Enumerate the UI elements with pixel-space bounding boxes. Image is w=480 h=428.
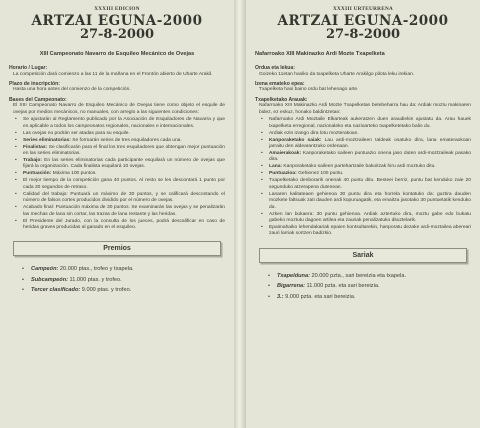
section-heading: Horario / Lugar: xyxy=(9,65,48,71)
rule-item xyxy=(261,191,471,211)
rule-item xyxy=(261,117,471,130)
section-text: Goizeko 11etan hasiko da txapelketa Uharte Arakilgo pilota leku irekian. xyxy=(259,71,415,77)
bullet-icon: • xyxy=(261,224,263,230)
bullet-icon: • xyxy=(15,205,17,211)
bullet-icon: • xyxy=(22,276,24,283)
prize-text: 11.000 ptas. y trofeo. xyxy=(68,276,122,283)
rule-text: Kanporaketako saileen puntuazio onena jaso duten ardi-moztzaileak pasako dira. xyxy=(269,150,471,163)
rule-text: Txapelketako denborarik onenak 40 puntu ditu. Besteei berriz, puntu bat kenduko zaie 20 segunduko atzerapena dutenean. xyxy=(269,178,471,190)
rules-intro: Nafarroako XIII Makinazko Ardi Mozte Txapelketan betebeharra hau da: Ardiak moztu makinaren bidez, ez eskuz, honako baldintzetan: xyxy=(259,103,471,115)
prizes-list xyxy=(255,271,471,303)
section-text: Txapelketa hasi baino ordu bat lehenago arte. xyxy=(259,87,359,93)
rule-text: Ardiak ezin izango dira lotu mozterakoan. xyxy=(269,130,359,136)
rule-text: Lau ardi-moztzaileen taldeak osatuko dira, lana emateraokoan jarraitu den aldearantzuko ordenaan. xyxy=(269,137,471,149)
rule-text: Nafarroako Ardi Moztaile Elkarteak aukeratzen duen araudiekin ajustatu da. Arau hauek txapelketa erregional, nazionaleko eta nazioarteko txapelketetako balio du. xyxy=(269,117,471,129)
rule-text: Kanporaketako saileen partehartzaile bakoitzak hiru ardi moztuko ditu. xyxy=(282,164,436,170)
event-date: 27-8-2000 xyxy=(325,27,401,42)
page-gutter xyxy=(234,0,246,428)
rules-list xyxy=(255,117,471,238)
championship-name: Nafarroako XIII Makinazko Ardi Mozte Txapelketa xyxy=(255,51,385,57)
rules-list xyxy=(9,117,225,231)
rule-text: El mejor tiempo de la competición gana 40 puntos. Al resto se les descontará 1 punto por cada 20 segundos de retraso. xyxy=(23,178,225,190)
rule-text: Lanaren kalitateaen gehienoa 30 puntu dira eta horrela kontatuko da: guztira dauden mozkete faltsuak zati dauden ardi kopuruagatik, eta emaitza jasotako 30 puntuetatik kenduko da. xyxy=(269,191,471,210)
rule-item xyxy=(261,211,471,225)
rule-item xyxy=(261,164,471,170)
rule-text: Se ajustarán al Reglamento publicado por la Asociación de Esquiladores de Navarra y que es aplicable a todos los campeonatos regionales, nacionales e internacionales. xyxy=(23,117,225,129)
prizes-list xyxy=(9,264,225,296)
section-text: Hasta una hora antes del comienzo de la competición. xyxy=(13,87,131,93)
prize-item xyxy=(22,285,225,296)
championship-name: XIII Campeonato Navarro de Esquileo Mecánico de Ovejas xyxy=(39,51,195,57)
bullet-icon: • xyxy=(15,171,17,177)
bullet-icon: • xyxy=(15,178,17,184)
bullet-icon: • xyxy=(261,130,263,136)
prize-item xyxy=(268,292,471,303)
rule-item xyxy=(261,224,471,238)
bullet-icon: • xyxy=(261,137,263,143)
bullet-icon: • xyxy=(15,218,17,224)
rule-item xyxy=(15,191,225,205)
rule-text: Las ovejas no podrán ser atadas para su esquile. xyxy=(23,130,130,136)
rule-text: Calidad del trabajo: Puntuará un máximo de 30 puntos, y se calificará descontando el número de falsos cortes producidos dividido por el número de ovejas. xyxy=(23,191,225,204)
rule-item xyxy=(15,130,225,137)
rule-item xyxy=(261,178,471,191)
prize-item xyxy=(268,271,471,282)
rules-heading: Txapelketako Arauak: xyxy=(255,96,308,103)
rule-label: Finalistas: xyxy=(23,144,48,150)
rule-label: Trabajo: xyxy=(23,157,43,163)
rule-text: Acabado final: Puntuación máxima de 30 puntos. Se examinarán las ovejas y se penalizarán las mechas de lana sin cortar, las trazas de lana restante y las heridas. xyxy=(23,205,225,217)
bullet-icon: • xyxy=(261,191,263,197)
prize-text: 11.000 pzta. eta sari bereizia. xyxy=(304,283,380,290)
prizes-box xyxy=(13,241,221,256)
edition-label: XXXIII URTEURRENA xyxy=(332,6,394,12)
rule-label: Puntuazioa: xyxy=(269,171,297,177)
bullet-icon: • xyxy=(261,211,263,217)
prize-item xyxy=(22,275,225,286)
schedule-section xyxy=(9,65,225,78)
rule-text: Se formarán series de tres esquiladores cada una. xyxy=(70,137,182,143)
prizes-heading: Sariak xyxy=(259,248,467,263)
prizes-box xyxy=(259,248,467,263)
rule-label: Amaierakoak: xyxy=(269,150,302,156)
prize-label: Subcampeón: xyxy=(31,276,68,283)
prize-label: Bigarrena: xyxy=(277,283,305,290)
prize-text: 9.000 ptas. y trofeo. xyxy=(80,287,132,294)
spanish-page xyxy=(0,0,234,428)
bullet-icon: • xyxy=(15,191,17,197)
rule-item xyxy=(15,117,225,130)
rule-item xyxy=(15,171,225,177)
bullet-icon: • xyxy=(268,293,270,300)
schedule-section xyxy=(255,65,471,78)
prize-item xyxy=(22,264,225,275)
bullet-icon: • xyxy=(268,283,270,290)
section-heading: Plazo de inscripción: xyxy=(9,80,60,87)
bullet-icon: • xyxy=(22,287,24,294)
rule-text: En las series eliminatorias cada participante esquilará un número de ovejas que fijará la organización. Cada finalista esquilará 10 ovejas. xyxy=(23,157,225,170)
bullet-icon: • xyxy=(261,117,263,123)
bullet-icon: • xyxy=(261,171,263,177)
section-heading: Ordua eta lekua: xyxy=(255,65,295,71)
bullet-icon: • xyxy=(261,164,263,170)
bullet-icon: • xyxy=(261,178,263,184)
rule-label: Puntuación: xyxy=(23,171,52,177)
registration-section xyxy=(9,81,225,94)
rule-item xyxy=(261,150,471,164)
rule-item xyxy=(15,205,225,218)
prize-label: 3.: xyxy=(277,293,284,300)
prize-item xyxy=(268,281,471,292)
rule-item xyxy=(15,178,225,191)
rule-text: Máxima 100 puntos. xyxy=(51,171,97,177)
rule-item xyxy=(15,137,225,144)
section-text: La competición dará comienzo a las 11 de la mañana en el Frontón abierto de Uharte Arakil. xyxy=(13,71,213,77)
bullet-icon: • xyxy=(15,117,17,123)
rule-label: Series eliminatorias: xyxy=(23,137,71,143)
rule-item xyxy=(15,218,225,232)
prize-label: Tercer clasificado: xyxy=(31,287,81,294)
section-heading: Izena emateko epea: xyxy=(255,80,305,87)
bullet-icon: • xyxy=(15,137,17,143)
rule-text: Azken lan bukaera: 30 puntu gehienoa. Ardiak aztertuko dira, moztu gabe edo bukatu gabeko moztutu dagoen artilea eta zauriak penalizatuko dituztelarik. xyxy=(269,211,471,223)
rule-item xyxy=(261,137,471,151)
rule-text: Epaimahaiko lehendakariak epaien kontsultarekin, hanporatu dezake ardi-moztailea abereari zauri larriak sortzen badizkio. xyxy=(269,224,471,237)
prize-label: Campeón: xyxy=(31,266,59,273)
edition-label: XXXIII EDICION xyxy=(94,6,140,12)
event-title: ARTZAI EGUNA-2000 xyxy=(31,13,203,29)
rule-text: Gehienez 100 puntu. xyxy=(296,171,344,177)
rule-label: Lana: xyxy=(269,164,283,170)
bullet-icon: • xyxy=(15,144,17,150)
basque-page xyxy=(246,0,480,428)
rule-item xyxy=(261,130,471,137)
event-date: 27-8-2000 xyxy=(79,27,155,42)
event-title: ARTZAI EGUNA-2000 xyxy=(277,13,449,29)
bullet-icon: • xyxy=(261,150,263,156)
rules-heading: Bases del Campeonato: xyxy=(9,96,67,103)
bullet-icon: • xyxy=(15,157,17,163)
rule-item xyxy=(15,144,225,158)
bullet-icon: • xyxy=(22,266,24,273)
rule-label: Kanporaketako saiak: xyxy=(269,137,322,143)
prizes-heading: Premios xyxy=(13,241,221,256)
rules-intro: El XIII Campeonato Navarro de Esquileo Mecánico de Ovejas tiene como objeto el esquile de ovejas por medios mecánicos, no manuales, con arreglo a las siguientes condiciones: xyxy=(13,103,225,115)
prize-label: Txapelduna: xyxy=(277,272,310,279)
rule-item xyxy=(15,157,225,171)
rule-text: Se clasificarán para el final los tres esquiladores que obtengan mejor puntuación en las series eliminatorias. xyxy=(23,144,225,156)
prize-text: 20.000 pzta., sari bereizia eta txapela. xyxy=(309,272,407,279)
prize-text: 9.000 pzta. eta sari bereizia. xyxy=(283,293,356,300)
bullet-icon: • xyxy=(15,130,17,136)
rule-item xyxy=(261,171,471,177)
registration-section xyxy=(255,81,471,94)
rule-text: El Presidente del Jurado, con la consulta de los jueces, podrá descalificar en caso de heridas graves producidas al ganado en el esquileo. xyxy=(23,218,225,230)
bullet-icon: • xyxy=(268,272,270,279)
prize-text: 20.000 ptas., trofeo y txapela. xyxy=(58,266,134,273)
